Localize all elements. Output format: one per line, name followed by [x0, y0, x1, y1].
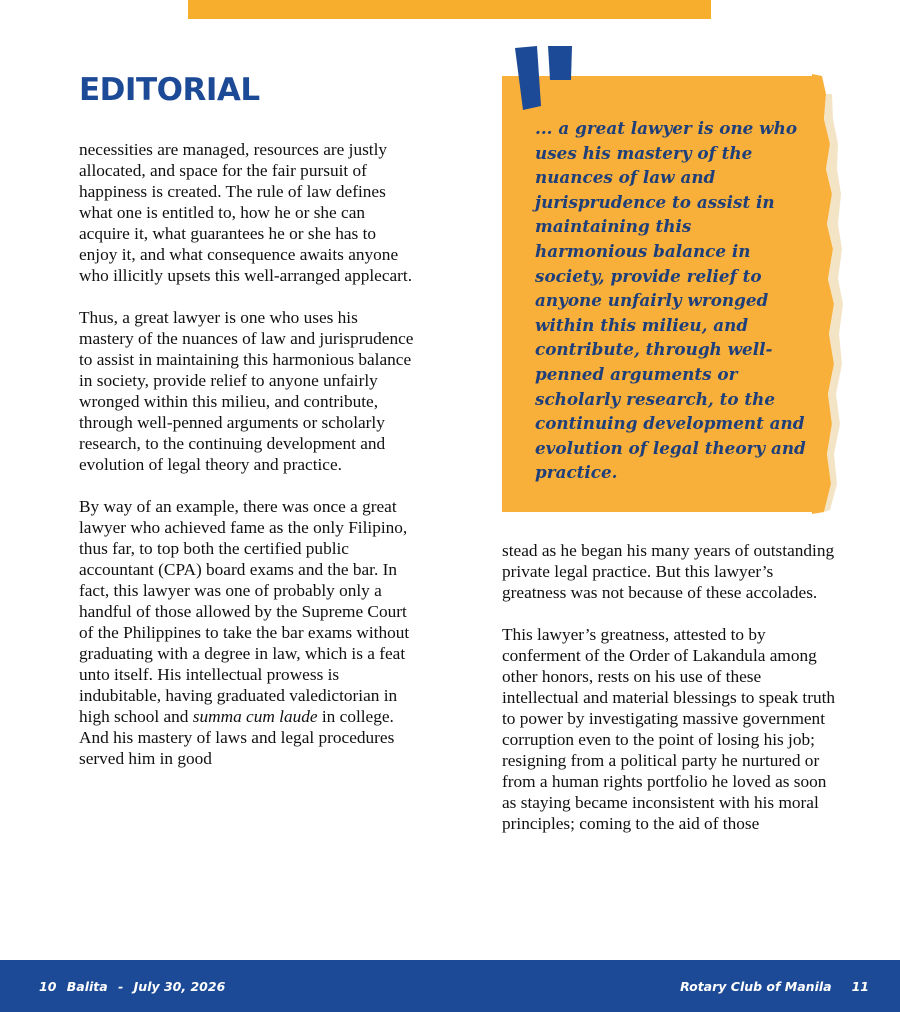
- paragraph: This lawyer’s greatness, attested to by conferment of the Order of Lakandula among other honors, rests on his use of these intellectual and material blessings to speak truth to power by investigating massive government corruption even to the point of losing his job; resigning from a political party he nurtured or from a human rights portfolio he loved as soon as staying became inconsistent with his moral principles; coming to the aid of those: [502, 625, 836, 833]
- page-footer: [0, 960, 900, 1012]
- issue-date: July 30, 2026: [133, 979, 226, 994]
- publication-name: Balita: [66, 979, 108, 994]
- section-heading: EDITORIAL: [79, 72, 260, 108]
- paragraph: Thus, a great lawyer is one who uses his mastery of the nuances of law and jurisprudence to assist in maintaining this harmonious balance in society, provide relief to anyone unfairly wronged within this milieu, and contribute, through well-penned arguments or scholarly research, to the continuing development and evolution of legal theory and practice.: [79, 308, 414, 474]
- organization-name: Rotary Club of Manila: [680, 979, 832, 994]
- page-number-left: 10: [39, 979, 57, 994]
- footer-right: [680, 979, 869, 994]
- quote-mark-icon: [515, 46, 575, 112]
- paragraph: [79, 496, 414, 769]
- pull-quote-text: ... a great lawyer is one who uses his mastery of the nuances of law and jurisprudence to assist in maintaining this harmonious balance in society, provide relief to anyone unfairly wronged within this milieu, and contribute, through well-penned arguments or scholarly research, to the continuing development and evolution of legal theory and practice.: [535, 118, 806, 483]
- right-text-column: [502, 540, 837, 855]
- latin-honor-phrase: summa cum laude: [192, 707, 318, 726]
- paragraph-text: in college. And his mastery of laws and legal procedures served him in good: [79, 707, 395, 768]
- torn-paper-edge: [812, 74, 856, 514]
- paragraph: necessities are managed, resources are justly allocated, and space for the fair pursuit of happiness is created. The rule of law defines what one is entitled to, how he or she can acquire it, what guarantees he or she has to enjoy it, and what consequence awaits anyone who illicitly upsets this well-arranged applecart.: [79, 140, 413, 285]
- paragraph-text: By way of an example, there was once a great lawyer who achieved fame as the only Filipino, thus far, to top both the certified public accountant (CPA) board exams and the bar. In fact, this lawyer was one of probably only a handful of those allowed by the Supreme Court of the Philippines to take the bar exams without graduating with a degree in law, which is a feat unto itself. His intellectual prowess is indubitable, having graduated valedictorian in high school and: [79, 497, 410, 726]
- top-accent-bar: [188, 0, 711, 19]
- page-number-right: 11: [851, 979, 869, 994]
- separator: -: [118, 979, 124, 994]
- left-text-column: [79, 139, 414, 790]
- footer-left: [39, 979, 231, 994]
- paragraph: stead as he began his many years of outstanding private legal practice. But this lawyer’s greatness was not because of these accolades.: [502, 541, 835, 602]
